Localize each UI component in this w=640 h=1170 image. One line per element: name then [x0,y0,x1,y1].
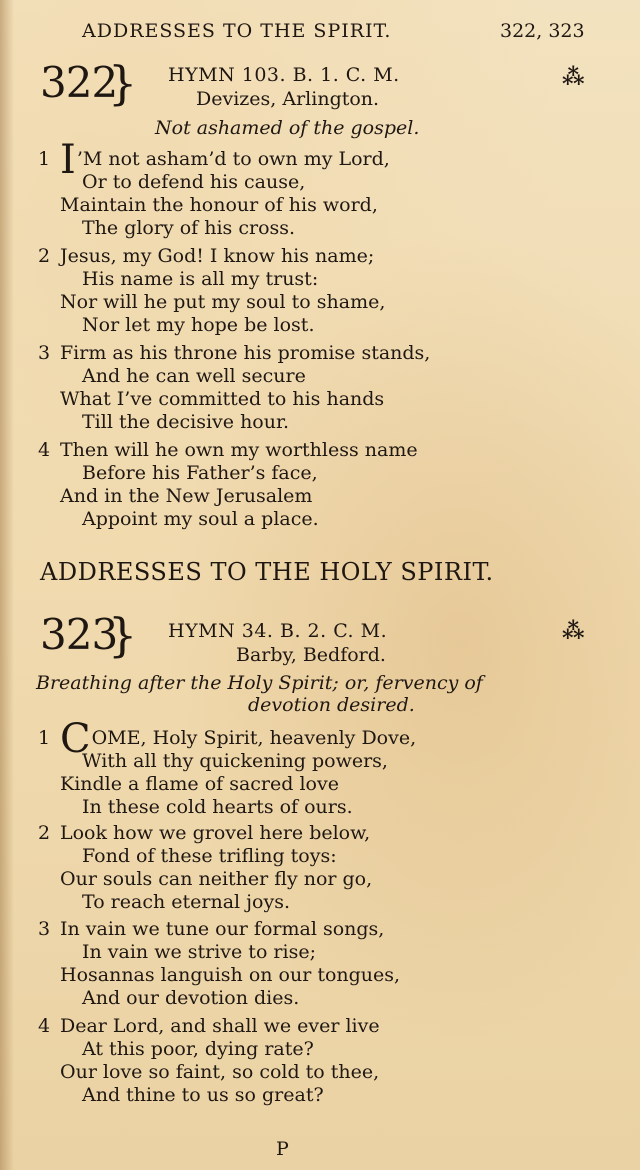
hymn-brace-323: } [108,608,138,662]
verse-323-2 [38,822,372,914]
verse-line: At this poor, dying rate? [82,1038,314,1060]
verse-line: Firm as his throne his promise stands, [60,342,431,364]
verse-line: What I’ve committed to his hands [60,388,385,410]
verse-number: 3 [38,918,51,940]
hymn-brace-322: } [108,56,138,110]
verse-line: In vain we tune our formal songs, [60,918,385,940]
verse-322-2 [38,245,385,337]
verse-line: And in the New Jerusalem [60,485,313,507]
hymn-tunes-323: Barby, Bedford. [236,644,386,666]
signature-mark: P [276,1138,289,1160]
drop-cap: I [60,137,76,183]
verse-number: 2 [38,245,51,267]
running-head: ADDRESSES TO THE SPIRIT. [82,20,392,42]
verse-line: Kindle a flame of sacred love [60,773,339,795]
verse-line: Fond of these trifling toys: [82,845,337,867]
verse-line: Till the decisive hour. [82,411,290,433]
verse-line: And he can well secure [82,365,306,387]
hymn-number-322: 322 [40,58,118,107]
verse-number: 3 [38,342,51,364]
verse-323-4 [38,1015,380,1107]
hymn-number-323: 323 [40,610,118,659]
verse-line: Dear Lord, and shall we ever live [60,1015,380,1037]
verse-322-3 [38,342,430,434]
verse-line: Our love so faint, so cold to thee, [60,1061,380,1083]
verse-line: In these cold hearts of ours. [82,796,353,818]
verse-line: Maintain the honour of his word, [60,194,378,216]
hymn-tunes-322: Devizes, Arlington. [196,88,380,110]
verse-line: And thine to us so great? [82,1084,324,1106]
verse-line: Nor will he put my soul to shame, [60,291,386,313]
verse-number: 2 [38,822,51,844]
verse-line: Look how we grovel here below, [60,822,371,844]
asterism-icon: ⁂ [562,618,585,644]
verse-line: Before his Father’s face, [82,462,318,484]
verse-line: Hosannas languish on our tongues, [60,964,401,986]
verse-322-4 [38,439,418,531]
verse-322-1 [38,137,390,240]
drop-cap: C [60,716,91,762]
verse-line: And our devotion dies. [82,987,300,1009]
verse-line: Or to defend his cause, [82,171,306,193]
verse-line: Appoint my soul a place. [82,508,319,530]
section-title: ADDRESSES TO THE HOLY SPIRIT. [40,558,494,586]
verse-line: ’M not asham’d to own my Lord, [76,148,390,170]
hymn-subject-323-line2: devotion desired. [248,694,415,716]
verse-line: Then will he own my worthless name [60,439,418,461]
page-numbers: 322, 323 [500,20,585,42]
verse-line: OME, Holy Spirit, heavenly Dove, [91,727,417,749]
verse-line: In vain we strive to rise; [82,941,316,963]
verse-number: 4 [38,1015,51,1037]
verse-number: 1 [38,148,51,170]
verse-number: 1 [38,727,51,749]
hymn-meta-322: HYMN 103. B. 1. C. M. [168,64,400,86]
verse-line: To reach eternal joys. [82,891,290,913]
hymn-meta-323: HYMN 34. B. 2. C. M. [168,620,388,642]
verse-line: Jesus, my God! I know his name; [60,245,375,267]
verse-line: Our souls can neither fly nor go, [60,868,373,890]
verse-number: 4 [38,439,51,461]
hymn-subject-322: Not ashamed of the gospel. [155,117,420,139]
hymn-subject-323-line1: Breathing after the Holy Spirit; or, fervency of [36,672,483,694]
verse-line: His name is all my trust: [82,268,319,290]
verse-323-3 [38,918,400,1010]
verse-line: The glory of his cross. [82,217,296,239]
verse-323-1 [38,716,417,819]
page-edge-shadow [0,0,14,1170]
verse-line: With all thy quickening powers, [82,750,388,772]
asterism-icon: ⁂ [562,64,585,90]
verse-line: Nor let my hope be lost. [82,314,315,336]
